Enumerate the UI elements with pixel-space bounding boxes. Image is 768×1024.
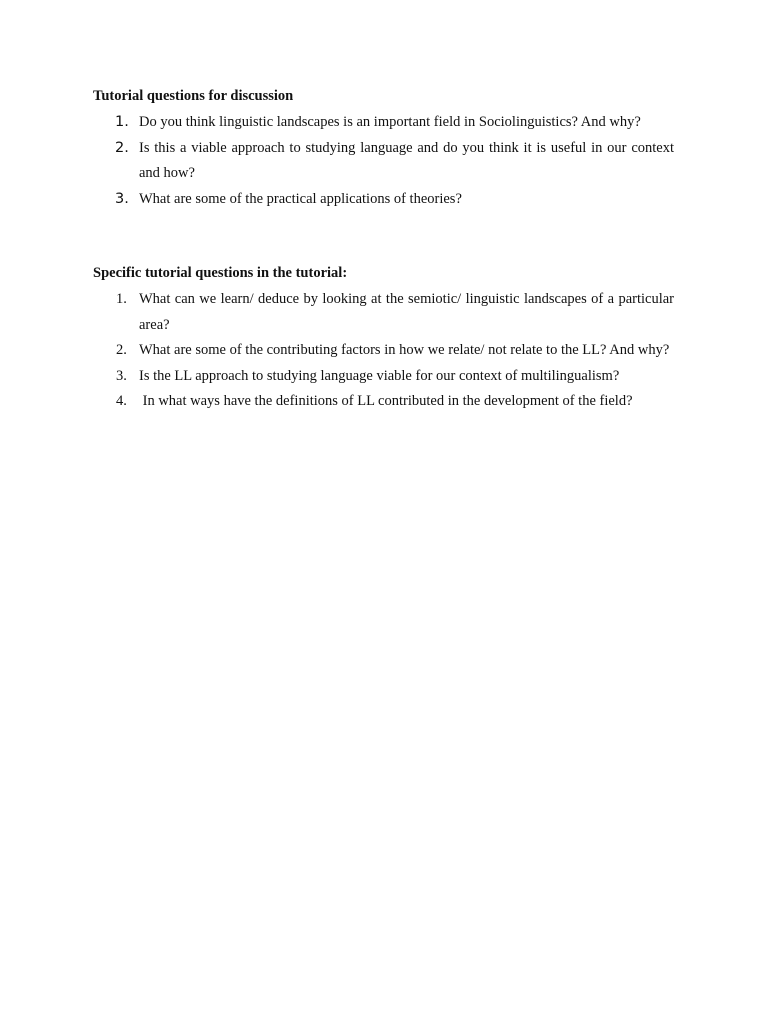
list-item <box>93 338 674 364</box>
item-text: In what ways have the definitions of LL contributed in the development of the field? <box>139 393 633 409</box>
list-item <box>93 389 674 415</box>
specific-questions-section <box>93 264 674 415</box>
item-text: Do you think linguistic landscapes is an important field in Sociolinguistics? And why? <box>139 114 641 130</box>
list-item <box>93 110 674 136</box>
item-text: What are some of the practical applications of theories? <box>139 190 462 207</box>
item-text: What can we learn/ deduce by looking at the semiotic/ linguistic landscapes of a particular area? <box>139 291 674 333</box>
section-heading: Tutorial questions for discussion <box>93 88 294 104</box>
item-number: 2. <box>116 342 127 358</box>
item-text: What are some of the contributing factors in how we relate/ not relate to the LL? And why? <box>139 342 670 358</box>
item-number: 3. <box>115 190 129 207</box>
item-text: Is this a viable approach to studying language and do you think it is useful in our context and how? <box>139 139 674 181</box>
section-heading: Specific tutorial questions in the tutorial: <box>93 265 348 281</box>
item-text: Is the LL approach to studying language viable for our context of multilingualism? <box>139 367 620 384</box>
item-number: 4. <box>116 393 127 409</box>
list-item <box>93 364 674 390</box>
list-item <box>93 287 674 338</box>
question-list <box>93 110 674 212</box>
question-list <box>93 287 674 415</box>
list-item <box>93 136 674 187</box>
item-number: 3. <box>116 367 127 384</box>
list-item <box>93 187 674 213</box>
item-number: 1. <box>115 114 129 130</box>
item-number: 1. <box>116 291 127 307</box>
discussion-questions-section <box>93 87 674 212</box>
item-number: 2. <box>115 139 129 156</box>
